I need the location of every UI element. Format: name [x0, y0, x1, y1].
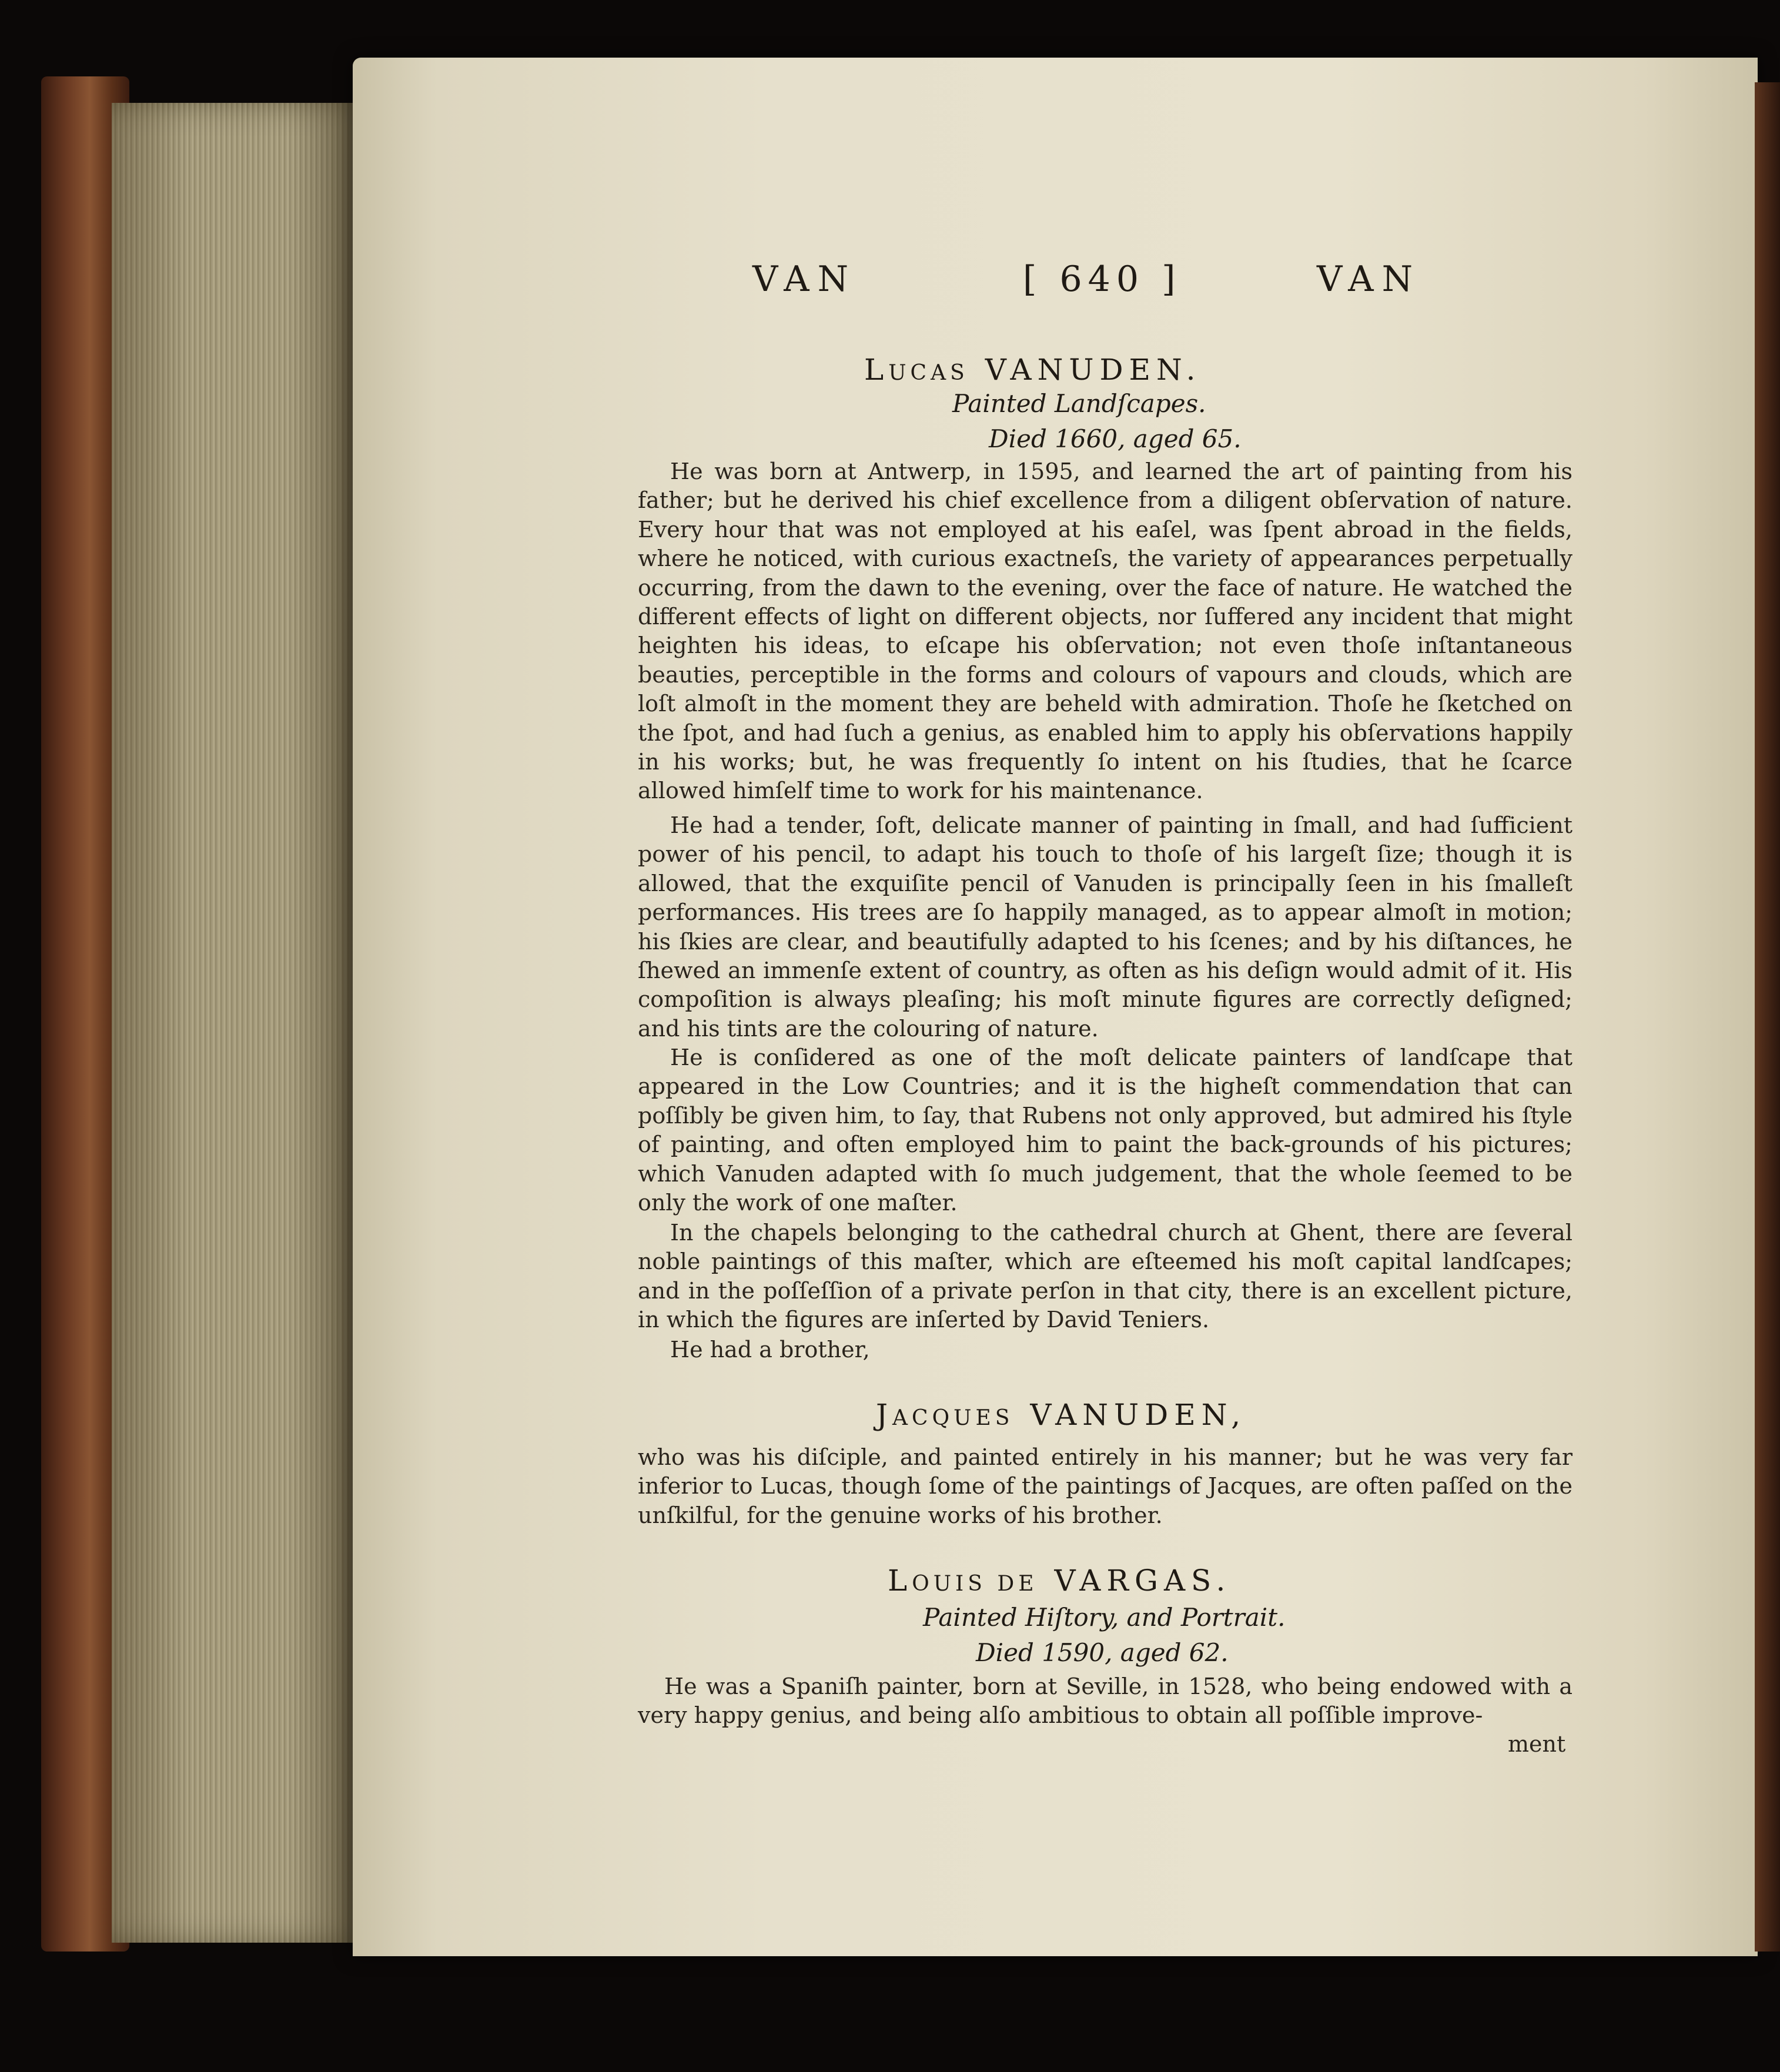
paragraph: He is conſidered as one of the moſt delicate painters of landſcape that appeared in the Low Countries; and it is the higheſt commendation that can poſſibly be given him, to ſay, that Rubens not only approved, but admired his ſtyle of painting, and often employed him to paint the back-grounds of his pictures; which Vanuden adapted with ſo much judgement, that the whole ſeemed to be only the work of one maſter.: [638, 1045, 1572, 1216]
catchword: ment: [1508, 1731, 1566, 1757]
entry-died: Died 1660, aged 65.: [989, 424, 1242, 453]
paragraph: He was a Spaniſh painter, born at Seville, in 1528, who being endowed with a very happy genius, and being alſo ambitious to obtain all poſſible improve-: [638, 1673, 1572, 1729]
paragraph: In the chapels belonging to the cathedral church at Ghent, there are ſeveral noble paintings of this maſter, which are eſteemed his moſt capital landſcapes; and in the poſſeſſion of a private perſon in that city, there is an excellent picture, in which the figures are inſerted by David Teniers.: [638, 1220, 1572, 1333]
page-number: [ 640 ]: [1023, 259, 1182, 300]
entry-died: Died 1590, aged 62.: [976, 1638, 1229, 1667]
running-head-right: VAN: [1317, 259, 1421, 300]
paragraph: He was born at Antwerp, in 1595, and learned the art of painting from his father; but he derived his chief excellence from a diligent obſervation of nature. Every hour that was not employed at his eaſel, was ſpent abroad in the fields, where he noticed, with curious exactneſs, the variety of appearances perpetually occurring, from the dawn to the evening, over the face of nature. He watched the different effects of light on different objects, nor ſuffered any incident that might heighten his ideas, to eſcape his obſervation; not even thoſe inſtantaneous beauties, perceptible in the forms and colours of vapours and clouds, which are loſt almoſt in the moment they are beheld with admiration. Thoſe he ſketched on the ſpot, and had ſuch a genius, as enabled him to apply his obſervations happily in his works; but, he was frequently ſo intent on his ſtudies, that he ſcarce allowed himſelf time to work for his maintenance.: [638, 458, 1572, 804]
paragraph: who was his diſciple, and painted entirely in his manner; but he was very far inferior to Lucas, though ſome of the paintings of Jacques, are often paſſed on the unſkilful, for the genuine works of his brother.: [638, 1444, 1572, 1528]
paragraph: He had a brother,: [670, 1337, 870, 1363]
entry-heading-jacques-vanuden: JACQUES VANUDEN,: [876, 1398, 1247, 1432]
page-fore-edge: [112, 103, 364, 1943]
running-head-left: VAN: [752, 259, 857, 300]
entry-subject: Painted Landſcapes.: [952, 389, 1206, 418]
paragraph: He had a tender, ſoft, delicate manner of painting in ſmall, and had ſufficient power of his pencil, to adapt his touch to thoſe of his largeſt ſize; though it is allowed, that the exquiſite pencil of Vanuden is principally ſeen in his ſmalleſt performances. His trees are ſo happily managed, as to appear almoſt in motion; his ſkies are clear, and beautifully adapted to his ſcenes; and by his diſtances, he ſhewed an immenſe extent of country, as often as his deſign would admit of it. His compoſition is always pleaſing; his moſt minute figures are correctly deſigned; and his tints are the colouring of nature.: [638, 812, 1572, 1042]
running-head: [752, 259, 1458, 317]
entry-subject: Painted Hiſtory, and Portrait.: [923, 1603, 1286, 1632]
leather-cover-right: [1755, 82, 1780, 1952]
entry-heading-louis-de-vargas: LOUIS DE VARGAS.: [888, 1564, 1232, 1598]
entry-heading-lucas-vanuden: LUCAS VANUDEN.: [864, 353, 1202, 387]
